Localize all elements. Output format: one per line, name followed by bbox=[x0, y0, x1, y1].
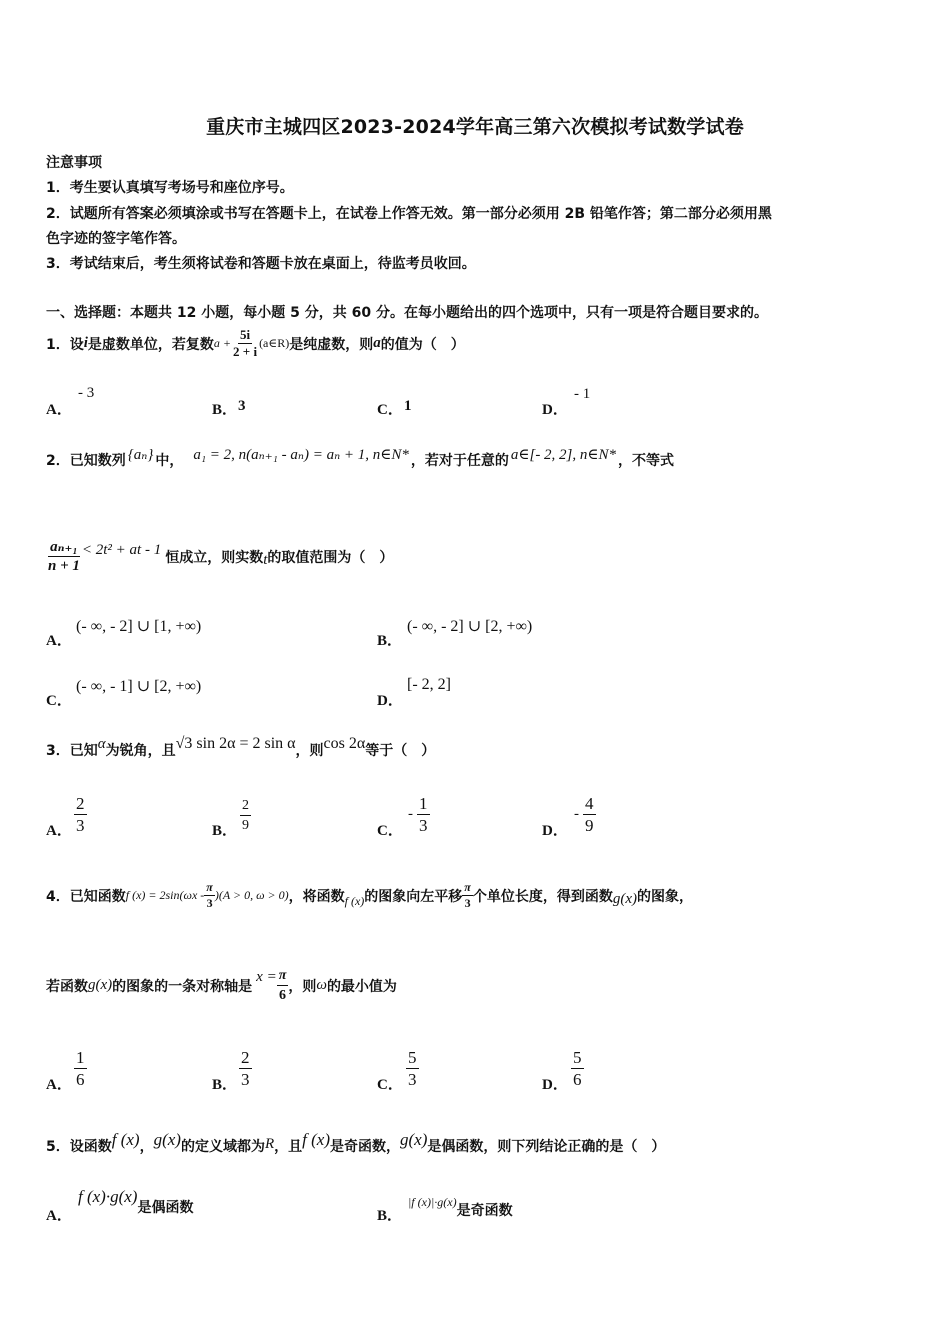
q4-s-den: 3 bbox=[464, 896, 471, 910]
q4-a-den: 6 bbox=[76, 1070, 85, 1089]
q3-a-num: 2 bbox=[76, 794, 85, 813]
q1-i: i bbox=[83, 335, 88, 351]
question-4-line2 bbox=[46, 966, 397, 1005]
q2-option-d-value: [- 2, 2] bbox=[407, 676, 451, 693]
q4-option-a-label: A． bbox=[46, 1077, 72, 1093]
notice-item-1: 1．考生要认真填写考场号和座位序号。 bbox=[46, 180, 294, 196]
q5-option-b-value bbox=[408, 1194, 513, 1219]
q4-gx: g(x) bbox=[612, 891, 638, 907]
q5-comma: ， bbox=[139, 1139, 154, 1155]
q4-line2b: 的图象的一条对称轴是 bbox=[112, 978, 253, 995]
notice-heading: 注意事项 bbox=[46, 155, 102, 171]
q5-g: g(x) bbox=[153, 1130, 181, 1149]
q3-d-den: 9 bbox=[585, 816, 594, 835]
q3-mid1: 为锐角，且 bbox=[105, 743, 176, 759]
q5-prefix: 5．设函数 bbox=[46, 1139, 112, 1155]
q2-condition: a∈[- 2, 2], n∈N* bbox=[510, 446, 617, 463]
q3-option-d-value bbox=[574, 793, 596, 836]
q3-c-num: 1 bbox=[419, 794, 428, 813]
q1-prefix: 1．设 bbox=[46, 336, 84, 353]
q3-a-den: 3 bbox=[76, 816, 85, 835]
q1-option-b-label: B． bbox=[212, 402, 238, 418]
q4-option-c-label: C． bbox=[377, 1077, 403, 1093]
q3-equation: √3 sin 2α = 2 sin α bbox=[175, 735, 296, 752]
page-title: 重庆市主城四区2023-2024学年高三第六次模拟考试数学试卷 bbox=[206, 116, 744, 138]
q1-a: a bbox=[373, 335, 381, 351]
q1-frac-den: 2 + i bbox=[233, 344, 258, 359]
question-3 bbox=[46, 735, 436, 760]
q1-option-a-value: - 3 bbox=[78, 385, 95, 401]
q4-mid3: 个单位长度，得到函数 bbox=[472, 888, 613, 905]
q2-tail1: 恒成立，则实数 bbox=[165, 549, 264, 566]
section-heading: 一、选择题：本题共 12 小题，每小题 5 分，共 60 分。在每小题给出的四个选项中，只有一项是符合题目要求的。 bbox=[46, 305, 768, 321]
q3-option-c-value bbox=[408, 793, 430, 836]
q4-option-c-value bbox=[406, 1047, 419, 1090]
notice-item-2-cont: 色字迹的签字笔作答。 bbox=[46, 231, 186, 247]
q3-option-d-label: D． bbox=[542, 823, 568, 839]
q2-mid3: ，不等式 bbox=[618, 453, 675, 469]
q2-option-b-label: B． bbox=[377, 633, 403, 649]
q2-ineq-den: n + 1 bbox=[48, 558, 80, 574]
q3-d-sign: - bbox=[574, 806, 579, 822]
q5-R: R bbox=[264, 1135, 275, 1152]
q2-option-b-value: (- ∞, - 2] ∪ [2, +∞) bbox=[407, 618, 533, 635]
question-1 bbox=[46, 327, 465, 360]
q2-mid2: ，若对于任意的 bbox=[410, 453, 509, 469]
q3-b-num: 2 bbox=[240, 796, 251, 816]
q4-option-d-value bbox=[571, 1047, 584, 1090]
q4-x-den: 6 bbox=[279, 988, 287, 1003]
q5-option-b-label: B． bbox=[377, 1208, 403, 1224]
q4-s-num: π bbox=[464, 880, 471, 894]
q2-ineq-fraction bbox=[46, 538, 82, 575]
q5-option-a-label: A． bbox=[46, 1208, 72, 1224]
q4-prefix: 4．已知函数 bbox=[46, 888, 126, 905]
q4-d-num: 5 bbox=[573, 1048, 582, 1067]
q4-d-den: 6 bbox=[573, 1070, 582, 1089]
q1-suffix: 是纯虚数，则 bbox=[289, 336, 374, 353]
q4-mid2: 的图象向左平移 bbox=[364, 888, 463, 905]
q1-option-a-label: A． bbox=[46, 402, 72, 418]
q2-option-d-label: D． bbox=[377, 693, 403, 709]
q4-b-num: 2 bbox=[241, 1048, 250, 1067]
q3-c-sign: - bbox=[408, 806, 413, 822]
q1-frac-num: 5i bbox=[239, 327, 251, 342]
q4-option-b-label: B． bbox=[212, 1077, 238, 1093]
q4-option-d-label: D． bbox=[542, 1077, 568, 1093]
q3-c-den: 3 bbox=[419, 816, 428, 835]
q5-f2: f (x) bbox=[302, 1130, 330, 1149]
q3-alpha: α bbox=[97, 735, 106, 752]
question-5 bbox=[46, 1130, 666, 1156]
q4-omega: ω bbox=[316, 977, 327, 993]
question-2 bbox=[46, 446, 675, 470]
q2-ineq-rest: < 2t² + at - 1 bbox=[81, 542, 162, 558]
q4-option-b-value bbox=[239, 1047, 252, 1090]
q4-fx: f (x) bbox=[344, 894, 365, 908]
q2-tail2: 的取值范围为（ ） bbox=[267, 549, 394, 566]
q4-f-num: π bbox=[206, 880, 213, 894]
q4-b-den: 3 bbox=[241, 1070, 250, 1089]
q3-end: 等于（ ） bbox=[365, 743, 436, 759]
q3-mid2: ，则 bbox=[295, 743, 324, 759]
q4-x-num: π bbox=[277, 966, 289, 986]
q4-a-num: 1 bbox=[76, 1048, 85, 1067]
question-2-line2 bbox=[46, 538, 393, 575]
q1-expr-tail: (a∈R) bbox=[259, 336, 290, 350]
notice-item-2: 2．试题所有答案必须填涂或书写在答题卡上，在试卷上作答无效。第一部分必须用 2B 铅笔作答；第二部分必须用黑 bbox=[46, 206, 772, 222]
q2-ineq-num: aₙ₊₁ bbox=[50, 539, 78, 555]
q3-b-den: 9 bbox=[242, 818, 249, 833]
q3-option-a-label: A． bbox=[46, 823, 72, 839]
q4-line2d: 的最小值为 bbox=[326, 978, 397, 995]
q3-cos: cos 2α bbox=[323, 735, 366, 752]
q2-mid1: 中， bbox=[155, 453, 184, 469]
q5-f: f (x) bbox=[111, 1130, 140, 1149]
q4-c-num: 5 bbox=[408, 1048, 417, 1067]
q4-f-a: f (x) = 2sin(ωx - bbox=[125, 888, 205, 902]
q2-seq: {aₙ} bbox=[127, 446, 154, 463]
question-4 bbox=[46, 880, 693, 911]
q5-a-expr: f (x)·g(x) bbox=[78, 1187, 138, 1206]
q5-mid1: 的定义域都为 bbox=[180, 1139, 265, 1155]
q3-option-b-label: B． bbox=[212, 823, 238, 839]
q1-expr-a: a + bbox=[213, 336, 232, 350]
q3-d-num: 4 bbox=[585, 794, 594, 813]
q3-option-c-label: C． bbox=[377, 823, 403, 839]
q5-end: 是偶函数，则下列结论正确的是（ ） bbox=[427, 1139, 666, 1155]
q5-mid2: ，且 bbox=[274, 1139, 303, 1155]
notice-item-3: 3．考试结束后，考生须将试卷和答题卡放在桌面上，待监考员收回。 bbox=[46, 256, 476, 272]
q3-prefix: 3．已知 bbox=[46, 743, 98, 759]
q4-line2c: ，则 bbox=[288, 978, 317, 995]
q4-gx2: g(x) bbox=[88, 977, 113, 993]
q1-option-d-label: D． bbox=[542, 402, 568, 418]
q3-option-b-value bbox=[240, 796, 251, 835]
q4-c-den: 3 bbox=[408, 1070, 417, 1089]
q4-x-eq: x = bbox=[256, 969, 277, 985]
q5-b-expr: |f (x)|·g(x) bbox=[408, 1194, 457, 1209]
q4-mid4: 的图象， bbox=[637, 888, 694, 905]
q4-line2a: 若函数 bbox=[46, 978, 88, 995]
q2-recurrence: a₁ = 2, n(aₙ₊₁ - aₙ) = aₙ + 1, n∈N* bbox=[193, 446, 409, 463]
q3-option-a-value bbox=[74, 793, 87, 836]
q4-mid1: ，将函数 bbox=[288, 888, 345, 905]
q5-b-text: 是奇函数 bbox=[456, 1203, 513, 1219]
q5-g2: g(x) bbox=[399, 1130, 428, 1149]
q5-option-a-value bbox=[78, 1187, 194, 1216]
q2-option-a-label: A． bbox=[46, 633, 72, 649]
q2-option-c-label: C． bbox=[46, 693, 72, 709]
q5-a-text: 是偶函数 bbox=[137, 1200, 194, 1216]
q1-option-d-value: - 1 bbox=[574, 386, 591, 402]
q4-f-b: )(A > 0, ω > 0) bbox=[214, 888, 289, 902]
q1-fraction bbox=[231, 327, 259, 360]
q5-mid3: 是奇函数， bbox=[329, 1139, 400, 1155]
q1-option-c-value: 1 bbox=[404, 398, 412, 414]
q4-f-den: 3 bbox=[206, 896, 213, 910]
q2-t: t bbox=[263, 552, 268, 568]
q1-end: 的值为（ ） bbox=[380, 336, 465, 353]
q1-option-c-label: C． bbox=[377, 402, 403, 418]
q1-option-b-value: 3 bbox=[238, 398, 246, 414]
q2-prefix: 2．已知数列 bbox=[46, 453, 126, 469]
q2-option-a-value: (- ∞, - 2] ∪ [1, +∞) bbox=[76, 618, 202, 635]
q1-mid: 是虚数单位，若复数 bbox=[87, 336, 214, 353]
q4-option-a-value bbox=[74, 1047, 87, 1090]
q2-option-c-value: (- ∞, - 1] ∪ [2, +∞) bbox=[76, 678, 202, 695]
